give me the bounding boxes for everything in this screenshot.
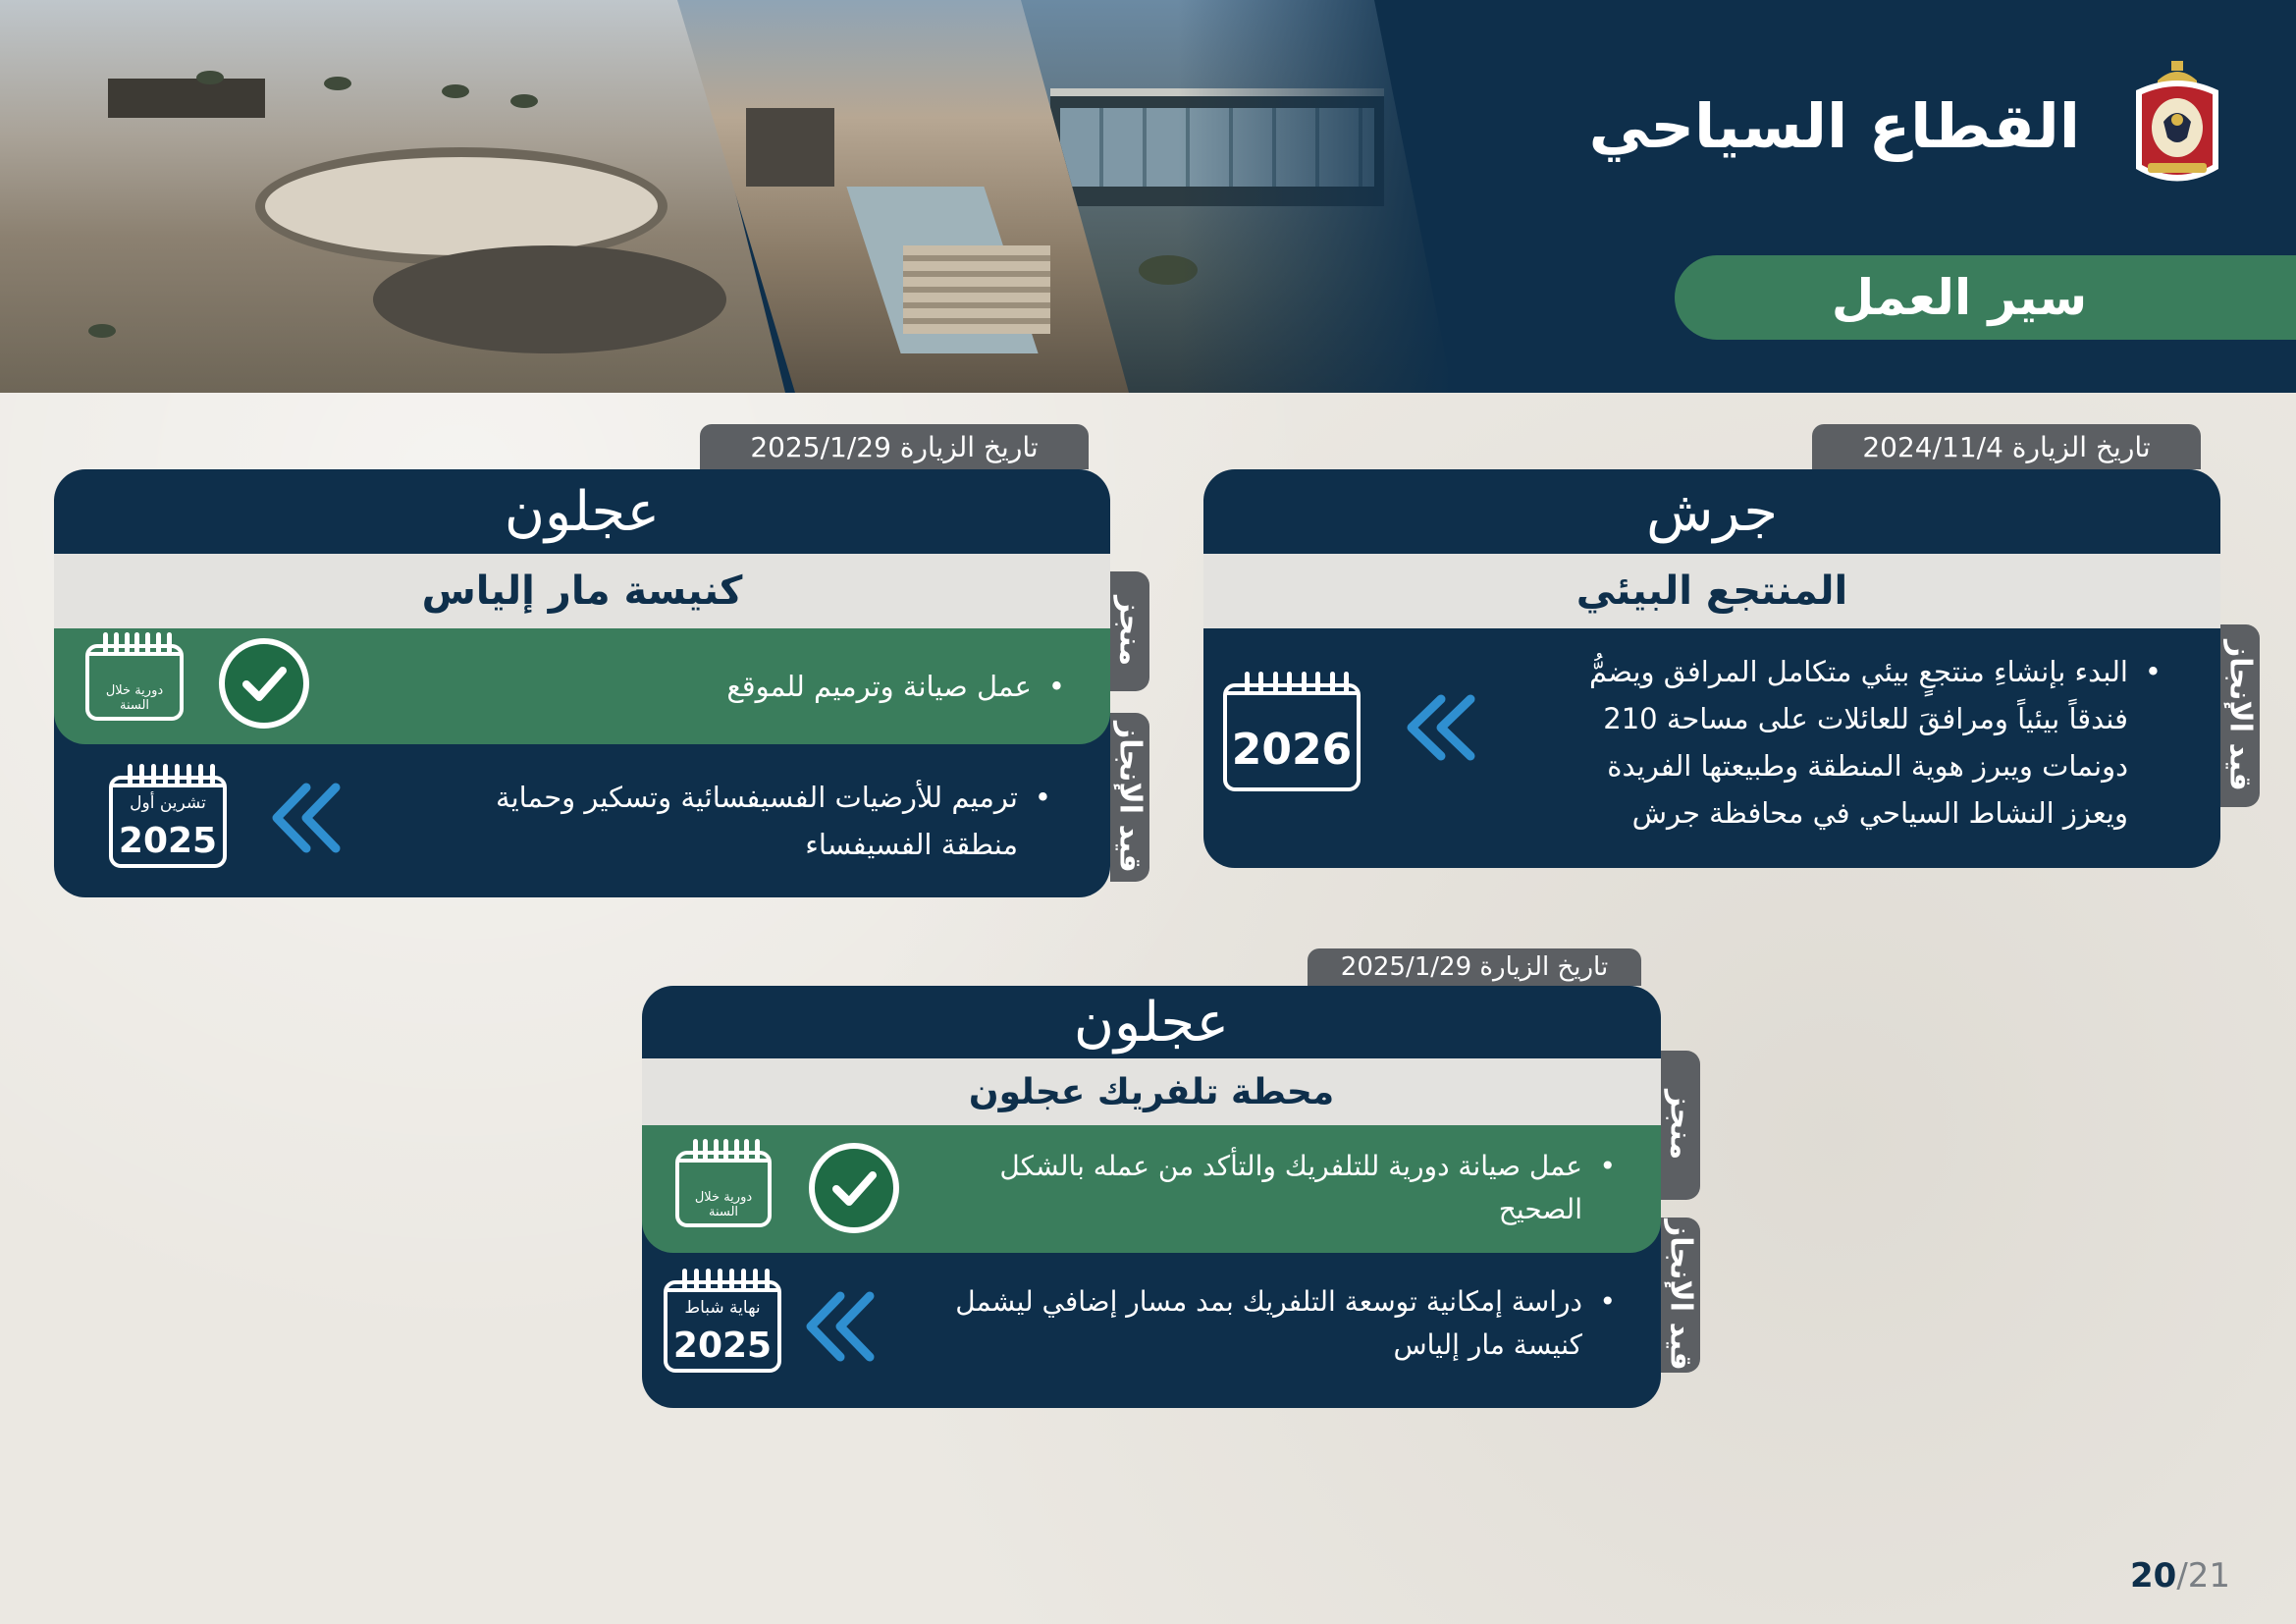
double-chevron-left-icon [265,782,344,854]
status-tab-in-progress: قيد الإنجاز [1110,713,1149,882]
calendar-icon [1223,683,1361,791]
project-card-ajloun-church [54,430,1148,897]
page-title: القطاع السياحي [1588,90,2080,162]
status-tab-done: منجز [1661,1051,1700,1200]
double-chevron-left-icon [1400,693,1478,762]
calendar-icon [664,1280,781,1373]
completed-item: • عمل صيانة وترميم للموقع [443,663,1032,710]
in-progress-item: • ترميم للأرضيات الفسيفسائية وتسكير وحماية منطقة الفسيفساء [331,774,1018,868]
header-banner [0,0,2296,393]
calendar-icon [109,776,227,868]
visit-date-tab: تاريخ الزيارة 2025/1/29 [700,424,1089,469]
completed-row [642,1125,1661,1253]
target-year: 2026 [1231,725,1353,775]
in-progress-item: • البدء بإنشاءِ منتجعٍ بيئي متكامل المرافق ويضمُّ فندقاً بيئياً ومرافقَ للعائلات على مساحة 210 دونمات ويبرز هوية المنطقة وطبيعتها الفريدة ويعزز النشاط السياحي في محافظة جرش [1461,648,2128,837]
city-name: جرش [1646,479,1778,544]
calendar-label: دورية خلال السنة [694,1190,753,1219]
visit-date-tab: تاريخ الزيارة 2025/1/29 [1308,948,1641,986]
calendar-icon [85,644,184,721]
project-name: كنيسة مار إلياس [54,554,1110,628]
in-progress-item: • دراسة إمكانية توسعة التلفريك بمد مسار إضافي ليشمل كنيسة مار إلياس [856,1280,1582,1367]
checkmark-icon [219,638,309,729]
status-tab-done: منجز [1110,571,1149,691]
target-year: 2025 [672,1326,773,1366]
target-year: 2025 [118,821,218,861]
target-month: تشرين أول [130,793,206,813]
project-card-jerash [1203,430,2258,868]
section-pill: سير العمل [1675,255,2296,340]
project-name: المنتجع البيئي [1203,554,2220,628]
city-name: عجلون [504,479,661,544]
project-photo-1 [0,0,785,393]
status-tab-in-progress: قيد الإنجاز [1661,1218,1700,1373]
completed-row [54,628,1110,744]
calendar-label: دورية خلال السنة [105,683,164,713]
double-chevron-left-icon [799,1290,878,1363]
status-tab-in-progress: قيد الإنجاز [2220,624,2260,807]
checkmark-icon [809,1143,899,1233]
jordan-coat-of-arms-icon [2128,61,2226,193]
page-number: 20/21 [2130,1556,2231,1596]
calendar-icon [675,1151,772,1227]
visit-date-tab: تاريخ الزيارة 2024/11/4 [1812,424,2201,469]
city-name: عجلون [1073,990,1230,1055]
completed-item: • عمل صيانة دورية للتلفريك والتأكد من عمله بالشكل الصحيح [856,1145,1582,1231]
target-month: نهاية شباط [684,1298,761,1318]
project-card-ajloun-station [642,952,1698,1408]
project-name: محطة تلفريك عجلون [642,1058,1661,1125]
